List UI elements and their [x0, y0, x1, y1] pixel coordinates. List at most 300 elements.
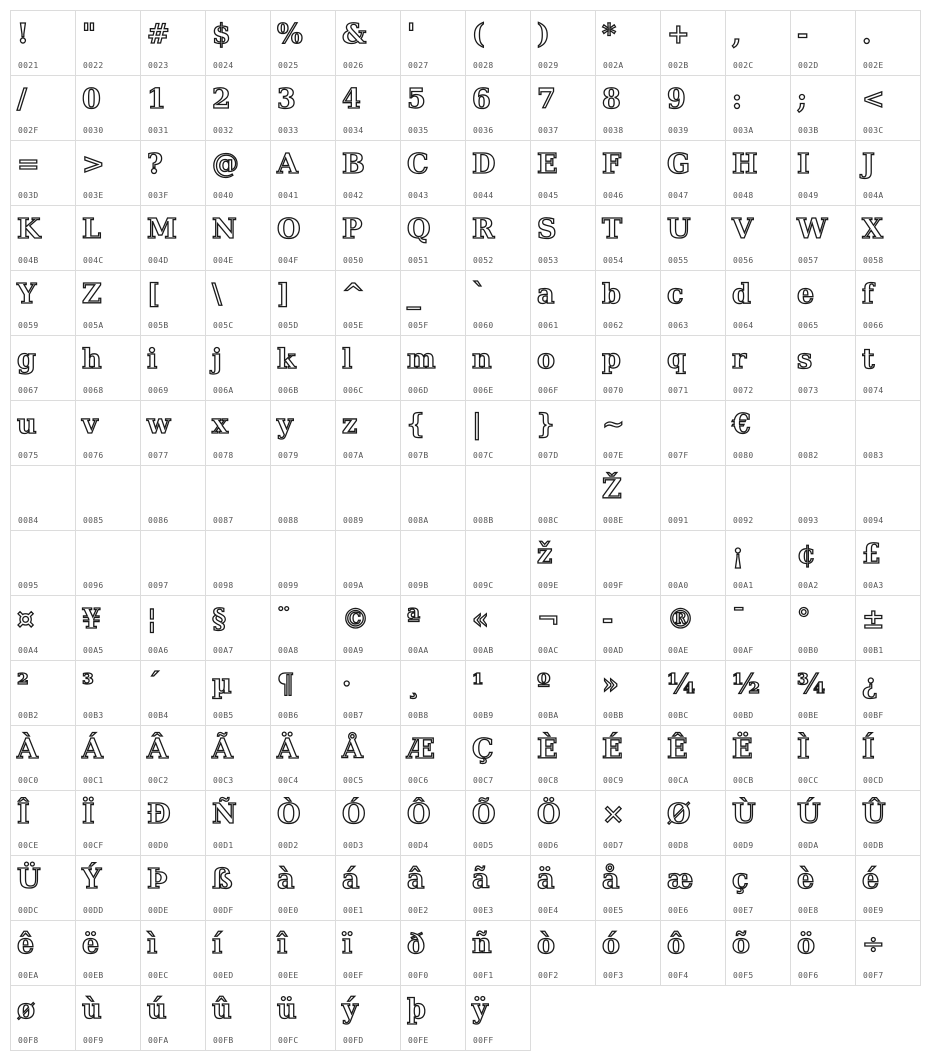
glyph-code-label: 00E0: [278, 906, 299, 915]
glyph-cell: [401, 466, 466, 531]
glyph-code-label: 00DC: [18, 906, 39, 915]
glyph-cell: [141, 921, 206, 986]
glyph-preview: O: [277, 214, 300, 245]
glyph-preview: p: [602, 344, 620, 375]
glyph-code-label: 00DE: [148, 906, 169, 915]
glyph-cell: [401, 271, 466, 336]
glyph-code-label: 0066: [863, 321, 884, 330]
glyph-code-label: 0064: [733, 321, 754, 330]
glyph-preview: Ô: [407, 799, 430, 830]
glyph-code-label: 00AF: [733, 646, 754, 655]
glyph-code-label: 00BF: [863, 711, 884, 720]
glyph-preview: :: [732, 84, 741, 115]
glyph-preview: w: [147, 409, 170, 440]
glyph-cell: [661, 596, 726, 661]
glyph-code-label: 0078: [213, 451, 234, 460]
glyph-preview: ¿: [862, 669, 877, 700]
glyph-cell: [791, 401, 856, 466]
glyph-preview: [: [147, 279, 159, 310]
glyph-preview: j: [212, 344, 221, 375]
glyph-code-label: 007F: [668, 451, 689, 460]
glyph-code-label: 002A: [603, 61, 624, 70]
glyph-cell: [661, 466, 726, 531]
glyph-cell: [661, 76, 726, 141]
glyph-cell: [401, 141, 466, 206]
glyph-code-label: 005E: [343, 321, 364, 330]
glyph-cell: [271, 466, 336, 531]
glyph-preview: æ: [667, 864, 693, 895]
glyph-code-label: 0023: [148, 61, 169, 70]
glyph-cell: [76, 401, 141, 466]
glyph-preview: ô: [667, 929, 685, 960]
glyph-cell: [76, 921, 141, 986]
glyph-preview: {: [407, 409, 424, 440]
glyph-cell: [336, 986, 401, 1051]
glyph-code-label: 0024: [213, 61, 234, 70]
glyph-preview: ^: [342, 279, 364, 310]
glyph-cell: [661, 661, 726, 726]
glyph-cell: [726, 271, 791, 336]
glyph-code-label: 00FA: [148, 1036, 169, 1045]
glyph-code-label: 00B6: [278, 711, 299, 720]
glyph-code-label: 00C1: [83, 776, 104, 785]
glyph-preview: ä: [537, 864, 554, 895]
glyph-cell: [791, 726, 856, 791]
glyph-code-label: 003B: [798, 126, 819, 135]
glyph-cell: [726, 856, 791, 921]
glyph-preview: Z: [82, 279, 101, 310]
glyph-code-label: 00B2: [18, 711, 39, 720]
glyph-code-label: 009A: [343, 581, 364, 590]
glyph-preview: M: [147, 214, 176, 245]
glyph-cell: [206, 206, 271, 271]
glyph-code-label: 00F0: [408, 971, 429, 980]
glyph-code-label: 0093: [798, 516, 819, 525]
glyph-preview: ñ: [472, 929, 491, 960]
glyph-code-label: 00E1: [343, 906, 364, 915]
glyph-cell: [271, 76, 336, 141]
glyph-code-label: 00D9: [733, 841, 754, 850]
glyph-cell: [726, 661, 791, 726]
glyph-code-label: 0079: [278, 451, 299, 460]
glyph-cell: [336, 921, 401, 986]
glyph-cell: [726, 206, 791, 271]
glyph-code-label: 00CF: [83, 841, 104, 850]
glyph-code-label: 0041: [278, 191, 299, 200]
glyph-cell: [336, 336, 401, 401]
glyph-cell: [531, 531, 596, 596]
glyph-cell: [141, 596, 206, 661]
glyph-preview: R: [472, 214, 494, 245]
glyph-cell: [141, 401, 206, 466]
glyph-preview: $: [212, 19, 230, 50]
glyph-cell: [11, 401, 76, 466]
glyph-code-label: 0031: [148, 126, 169, 135]
glyph-preview: B: [342, 149, 364, 180]
glyph-cell: [466, 206, 531, 271]
glyph-code-label: 0026: [343, 61, 364, 70]
glyph-code-label: 0098: [213, 581, 234, 590]
glyph-preview: z: [342, 409, 357, 440]
glyph-preview: þ: [407, 994, 425, 1025]
glyph-preview: 3: [277, 84, 295, 115]
glyph-preview: ¥: [82, 604, 100, 635]
glyph-cell: [531, 336, 596, 401]
glyph-cell: [336, 791, 401, 856]
glyph-cell: [76, 271, 141, 336]
glyph-code-label: 009E: [538, 581, 559, 590]
glyph-code-label: 0091: [668, 516, 689, 525]
glyph-preview: Ž: [602, 474, 621, 505]
glyph-preview: l: [342, 344, 352, 375]
glyph-code-label: 002E: [863, 61, 884, 70]
glyph-code-label: 0062: [603, 321, 624, 330]
glyph-preview: µ: [212, 669, 231, 700]
glyph-preview: <: [862, 84, 884, 115]
glyph-code-label: 0058: [863, 256, 884, 265]
glyph-preview: #: [147, 19, 169, 50]
glyph-code-label: 00D6: [538, 841, 559, 850]
glyph-code-label: 00BE: [798, 711, 819, 720]
glyph-cell: [76, 661, 141, 726]
glyph-preview: ³: [82, 669, 93, 700]
glyph-code-label: 00A3: [863, 581, 884, 590]
glyph-preview: U: [667, 214, 690, 245]
glyph-code-label: 00BB: [603, 711, 624, 720]
glyph-cell: [791, 791, 856, 856]
glyph-preview: Í: [862, 734, 874, 765]
glyph-code-label: 0096: [83, 581, 104, 590]
glyph-cell: [856, 141, 921, 206]
glyph-preview: è: [797, 864, 814, 895]
glyph-preview: ì: [147, 929, 157, 960]
glyph-code-label: 0025: [278, 61, 299, 70]
glyph-preview: °: [797, 604, 810, 635]
glyph-preview: c: [667, 279, 683, 310]
glyph-cell: [856, 11, 921, 76]
glyph-code-label: 0033: [278, 126, 299, 135]
glyph-code-label: 00CE: [18, 841, 39, 850]
glyph-cell: [141, 856, 206, 921]
glyph-preview: á: [342, 864, 359, 895]
glyph-code-label: 00A7: [213, 646, 234, 655]
glyph-code-label: 003A: [733, 126, 754, 135]
glyph-preview: W: [797, 214, 827, 245]
glyph-cell: [531, 466, 596, 531]
glyph-cell: [596, 76, 661, 141]
glyph-preview: É: [602, 734, 622, 765]
glyph-code-label: 00FB: [213, 1036, 234, 1045]
glyph-code-label: 003D: [18, 191, 39, 200]
glyph-preview: E: [537, 149, 557, 180]
glyph-cell: [336, 271, 401, 336]
glyph-code-label: 006E: [473, 386, 494, 395]
glyph-preview: t: [862, 344, 874, 375]
glyph-preview: %: [277, 19, 302, 50]
glyph-preview: ¡: [732, 539, 743, 570]
glyph-code-label: 00AE: [668, 646, 689, 655]
glyph-cell: [336, 401, 401, 466]
glyph-cell: [596, 531, 661, 596]
glyph-preview: .: [862, 19, 871, 50]
glyph-code-label: 00E5: [603, 906, 624, 915]
glyph-preview: ö: [797, 929, 815, 960]
glyph-code-label: 006F: [538, 386, 559, 395]
glyph-cell: [856, 791, 921, 856]
glyph-code-label: 00DB: [863, 841, 884, 850]
glyph-cell: [791, 661, 856, 726]
glyph-cell: [206, 76, 271, 141]
glyph-code-label: 0037: [538, 126, 559, 135]
glyph-code-label: 00CA: [668, 776, 689, 785]
glyph-code-label: 00D1: [213, 841, 234, 850]
glyph-cell: [856, 921, 921, 986]
glyph-code-label: 00F3: [603, 971, 624, 980]
glyph-code-label: 003E: [83, 191, 104, 200]
glyph-code-label: 0065: [798, 321, 819, 330]
glyph-code-label: 002C: [733, 61, 754, 70]
glyph-cell: [11, 271, 76, 336]
glyph-code-label: 0050: [343, 256, 364, 265]
glyph-preview: Å: [342, 734, 362, 765]
glyph-code-label: 00B3: [83, 711, 104, 720]
glyph-cell: [271, 726, 336, 791]
glyph-cell: [596, 466, 661, 531]
glyph-cell: [11, 661, 76, 726]
glyph-preview: é: [862, 864, 879, 895]
glyph-preview: À: [17, 734, 37, 765]
glyph-cell: [401, 531, 466, 596]
glyph-preview: ú: [147, 994, 166, 1025]
glyph-preview: »: [602, 669, 618, 700]
glyph-preview: ù: [82, 994, 101, 1025]
glyph-preview: H: [732, 149, 757, 180]
glyph-cell: [76, 791, 141, 856]
glyph-code-label: 00D3: [343, 841, 364, 850]
glyph-cell: [76, 76, 141, 141]
glyph-code-label: 00FC: [278, 1036, 299, 1045]
glyph-code-label: 009F: [603, 581, 624, 590]
glyph-cell: [466, 661, 531, 726]
glyph-preview: º: [537, 669, 550, 700]
glyph-code-label: 00AD: [603, 646, 624, 655]
glyph-cell: [141, 986, 206, 1051]
glyph-cell: [271, 986, 336, 1051]
glyph-cell: [401, 726, 466, 791]
glyph-code-label: 00B1: [863, 646, 884, 655]
glyph-preview: |: [472, 409, 481, 440]
glyph-preview: §: [212, 604, 226, 635]
glyph-code-label: 0035: [408, 126, 429, 135]
glyph-code-label: 0076: [83, 451, 104, 460]
glyph-code-label: 006C: [343, 386, 364, 395]
glyph-preview: `: [472, 279, 485, 310]
glyph-cell: [466, 531, 531, 596]
glyph-preview: e: [797, 279, 814, 310]
glyph-preview: N: [212, 214, 236, 245]
glyph-preview: b: [602, 279, 620, 310]
glyph-preview: Â: [147, 734, 167, 765]
glyph-cell: [206, 596, 271, 661]
glyph-code-label: 00BA: [538, 711, 559, 720]
glyph-cell: [856, 856, 921, 921]
glyph-code-label: 00EB: [83, 971, 104, 980]
glyph-cell: [661, 401, 726, 466]
glyph-cell: [271, 791, 336, 856]
glyph-cell: [726, 921, 791, 986]
glyph-preview: g: [17, 344, 35, 375]
glyph-code-label: 0043: [408, 191, 429, 200]
glyph-preview: !: [17, 19, 28, 50]
glyph-code-label: 00A6: [148, 646, 169, 655]
glyph-code-label: 00DD: [83, 906, 104, 915]
glyph-code-label: 0086: [148, 516, 169, 525]
glyph-preview: 2: [212, 84, 230, 115]
glyph-cell: [336, 596, 401, 661]
glyph-cell: [141, 336, 206, 401]
glyph-code-label: 0045: [538, 191, 559, 200]
glyph-preview: ¦: [147, 604, 156, 635]
glyph-cell: [141, 141, 206, 206]
glyph-code-label: 00C3: [213, 776, 234, 785]
glyph-cell: [791, 856, 856, 921]
glyph-cell: [11, 531, 76, 596]
glyph-cell: [206, 791, 271, 856]
glyph-cell: [206, 271, 271, 336]
glyph-preview: Ì: [797, 734, 809, 765]
glyph-cell: [11, 206, 76, 271]
glyph-preview: i: [147, 344, 157, 375]
glyph-preview: Ð: [147, 799, 170, 830]
glyph-cell: [271, 596, 336, 661]
glyph-cell: [661, 206, 726, 271]
glyph-cell: [856, 726, 921, 791]
glyph-cell: [336, 856, 401, 921]
glyph-preview: Î: [17, 799, 29, 830]
glyph-code-label: 0085: [83, 516, 104, 525]
glyph-preview: ý: [342, 994, 357, 1025]
glyph-preview: P: [342, 214, 362, 245]
glyph-cell: [856, 401, 921, 466]
glyph-cell: [531, 76, 596, 141]
glyph-cell: [11, 466, 76, 531]
glyph-preview: Y: [17, 279, 36, 310]
glyph-code-label: 0057: [798, 256, 819, 265]
glyph-cell: [856, 596, 921, 661]
glyph-preview: ø: [17, 994, 35, 1025]
glyph-preview: d: [732, 279, 750, 310]
glyph-preview: -: [797, 19, 808, 50]
glyph-code-label: 0074: [863, 386, 884, 395]
glyph-code-label: 0052: [473, 256, 494, 265]
glyph-code-label: 0055: [668, 256, 689, 265]
glyph-cell: [76, 11, 141, 76]
glyph-preview: ´: [147, 669, 160, 700]
glyph-code-label: 00D7: [603, 841, 624, 850]
glyph-cell: [141, 271, 206, 336]
glyph-preview: ð: [407, 929, 425, 960]
glyph-cell: [206, 336, 271, 401]
glyph-cell: [206, 401, 271, 466]
glyph-cell: [141, 11, 206, 76]
glyph-preview: K: [17, 214, 40, 245]
glyph-preview: S: [537, 214, 556, 245]
glyph-cell: [76, 336, 141, 401]
glyph-preview: ê: [17, 929, 34, 960]
glyph-code-label: 00F7: [863, 971, 884, 980]
glyph-code-label: 0032: [213, 126, 234, 135]
glyph-preview: X: [862, 214, 882, 245]
glyph-cell: [596, 141, 661, 206]
glyph-preview: Ý: [82, 864, 101, 895]
glyph-cell: [791, 206, 856, 271]
glyph-preview: 1: [147, 84, 165, 115]
glyph-cell: [856, 661, 921, 726]
glyph-preview: ¾: [797, 669, 825, 700]
glyph-cell: [726, 11, 791, 76]
glyph-code-label: 00B4: [148, 711, 169, 720]
glyph-code-label: 00AC: [538, 646, 559, 655]
glyph-cell: [336, 466, 401, 531]
glyph-preview: È: [537, 734, 557, 765]
glyph-code-label: 0060: [473, 321, 494, 330]
glyph-cell: [596, 336, 661, 401]
glyph-preview: ß: [212, 864, 232, 895]
glyph-cell: [661, 531, 726, 596]
glyph-preview: õ: [732, 929, 750, 960]
glyph-code-label: 0083: [863, 451, 884, 460]
glyph-cell: [531, 141, 596, 206]
glyph-code-label: 00D4: [408, 841, 429, 850]
glyph-cell: [466, 11, 531, 76]
glyph-code-label: 00EA: [18, 971, 39, 980]
glyph-cell: [206, 11, 271, 76]
glyph-cell: [531, 856, 596, 921]
glyph-code-label: 00E3: [473, 906, 494, 915]
glyph-cell: [661, 856, 726, 921]
glyph-preview: ò: [537, 929, 555, 960]
glyph-cell: [271, 336, 336, 401]
glyph-preview: }: [537, 409, 554, 440]
glyph-code-label: 00E4: [538, 906, 559, 915]
glyph-code-label: 00E6: [668, 906, 689, 915]
glyph-code-label: 00E7: [733, 906, 754, 915]
glyph-preview: G: [667, 149, 690, 180]
glyph-code-label: 0029: [538, 61, 559, 70]
glyph-cell: [336, 206, 401, 271]
glyph-cell: [271, 271, 336, 336]
glyph-code-label: 0068: [83, 386, 104, 395]
glyph-preview: k: [277, 344, 295, 375]
glyph-preview: ž: [537, 539, 552, 570]
glyph-preview: 8: [602, 84, 620, 115]
glyph-preview: u: [17, 409, 36, 440]
glyph-cell: [531, 661, 596, 726]
glyph-code-label: 005D: [278, 321, 299, 330]
glyph-code-label: 0097: [148, 581, 169, 590]
glyph-cell: [726, 791, 791, 856]
glyph-code-label: 005A: [83, 321, 104, 330]
glyph-code-label: 0059: [18, 321, 39, 330]
glyph-cell: [76, 206, 141, 271]
glyph-preview: T: [602, 214, 622, 245]
glyph-code-label: 002B: [668, 61, 689, 70]
glyph-preview: ¬: [537, 604, 559, 635]
glyph-cell: [596, 726, 661, 791]
glyph-cell: [596, 401, 661, 466]
glyph-cell: [531, 206, 596, 271]
glyph-cell: [401, 596, 466, 661]
